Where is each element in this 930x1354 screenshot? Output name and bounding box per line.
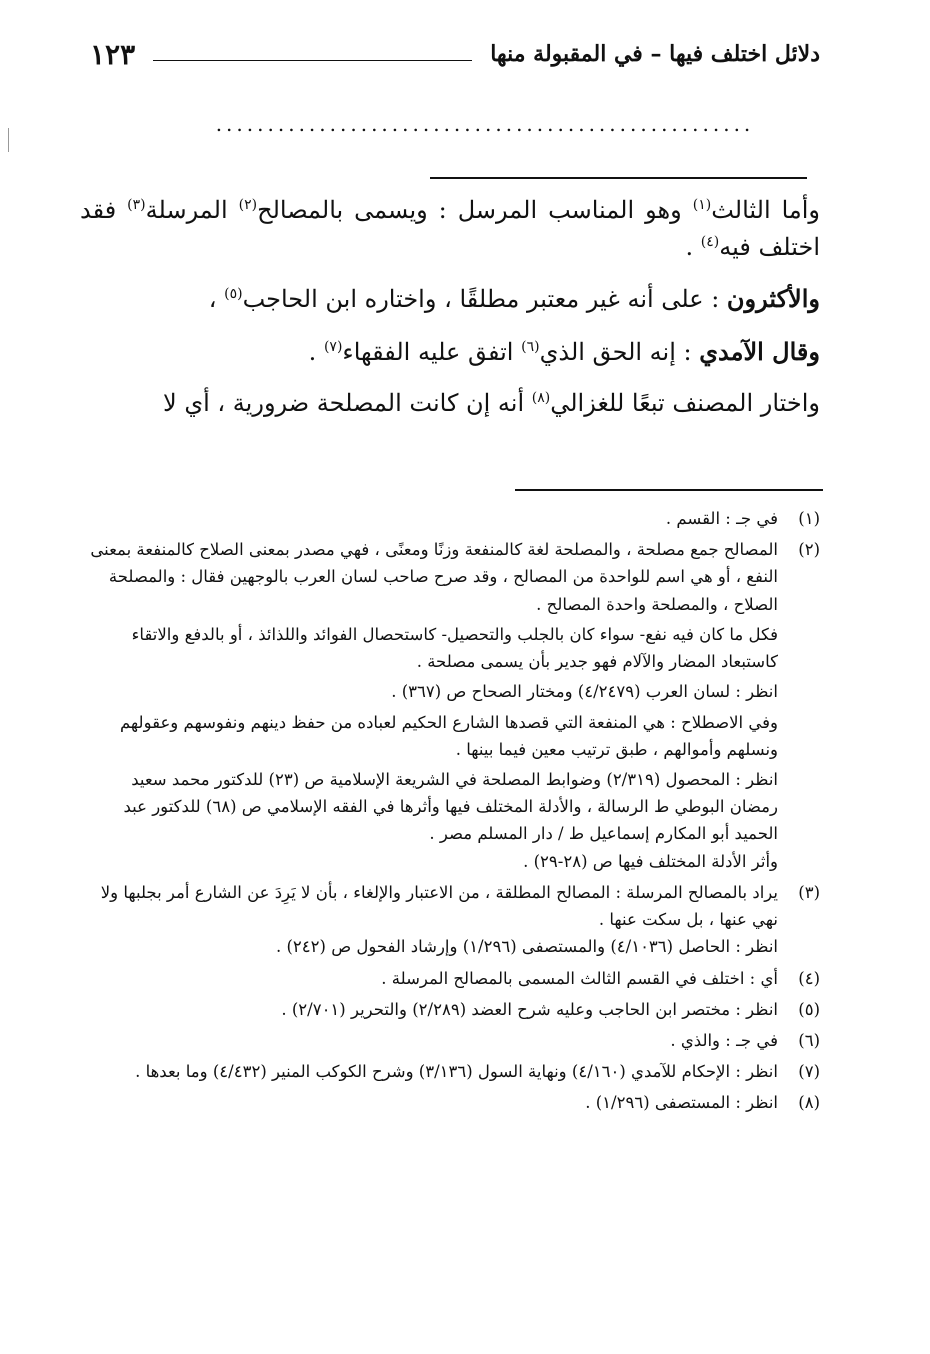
footnote-ref[interactable]: (٤): [700, 234, 720, 251]
header-title: دلائل اختلف فيها – في المقبولة منها: [490, 41, 820, 67]
paragraph-amidi: وقال الآمدي : إنه الحق الذي$^{(٦)}$ اتفق عليه الفقهاء$^{(٧)}$ .: [308, 336, 820, 366]
footnote-ref[interactable]: (٦): [521, 338, 540, 355]
footnote-text: في جـ : القسم .: [665, 509, 778, 528]
footnote-ref[interactable]: (٣): [127, 197, 146, 213]
footnote-text: انظر : الحاصل (٤/١٠٣٦) والمستصفى (١/٢٩٦) وإرشاد الفحول ص (٢٤٢) .: [275, 937, 778, 957]
footnote-ref[interactable]: (١): [692, 197, 712, 213]
footnote-text: المصالح جمع مصلحة ، والمصلحة لغة كالمنفعة وزنًا ومعنًى ، فهي مصدر بمعنى الصلاح كالمنفعة بمعنى النفع ، أو هي اسم للواحدة من المصالح ، وقد صرح صاحب لسان العرب بالوجهين فقال : والمصلحة الصلاح ، والمصلحة واحدة المصالح .: [90, 540, 778, 614]
footnote-number: (٢): [798, 540, 820, 560]
footnote-text: انظر : مختصر ابن الحاجب وعليه شرح العضد (٢/٢٨٩) والتحرير (٢/٧٠١) .: [281, 999, 778, 1019]
footnote-text: انظر : المحصول (٢/٣١٩) وضوابط المصلحة في الشريعة الإسلامية ص (٢٣) للدكتور محمد سعيد رمضان البوطي ط الرسالة ، والأدلة المختلف فيها وأثرها في الفقه الإسلامي ص (٦٨) للدكتور عبد الحميد أبو المكارم إسماعيل ط / دار المسلم مصر .: [123, 769, 778, 844]
paragraph-third-type: وأما الثالث$^{(١)}$ وهو المناسب المرسل : ويسمى بالمصالح$^{(٢)}$ المرسلة$^{(٣)}$ فقد اختلف فيه$^{(٤)}$ .: [80, 196, 821, 262]
footnote-ref[interactable]: (٧): [323, 338, 343, 355]
footnote-number: (٣): [798, 882, 820, 902]
footnote-text: في جـ : والذي .: [670, 1030, 778, 1050]
footnote-number: (١): [798, 509, 820, 528]
omission-dots: ....................................................: [215, 112, 755, 136]
footnotes-section: [80, 505, 820, 1121]
footnote-text: انظر : لسان العرب (٤/٢٤٧٩) ومختار الصحاح ص (٣٦٧) .: [391, 682, 778, 702]
footnote-item: [80, 505, 820, 532]
footnote-item: [80, 1058, 820, 1085]
footnote-number: (٧): [798, 1062, 820, 1082]
bold-lead: والأكثرون: [726, 284, 820, 314]
paragraph-majority: والأكثرون : على أنه غير معتبر مطلقًا ، واختاره ابن الحاجب$^{(٥)}$ ،: [208, 284, 820, 314]
top-separator-rule: [430, 177, 807, 179]
footnote-item: [80, 965, 820, 992]
footnote-text: أي : اختلف في القسم الثالث المسمى بالمصالح المرسلة .: [381, 968, 778, 988]
paragraph-author-choice: واختار المصنف تبعًا للغزالي$^{(٨)}$ أنه إن كانت المصلحة ضرورية ، أي لا: [163, 388, 820, 417]
footnote-ref[interactable]: (٢): [238, 197, 258, 213]
footnote-item: [80, 996, 820, 1023]
footnote-ref[interactable]: (٨): [531, 389, 551, 406]
header-rule: [153, 60, 472, 61]
footnote-text: انظر : الإحكام للآمدي (٤/١٦٠) ونهاية السول (٣/١٣٦) وشرح الكوكب المنير (٤/٤٣٢) وما بعدها .: [135, 1062, 778, 1082]
footnote-item: [80, 1089, 820, 1116]
page-number: ١٢٣: [90, 37, 136, 71]
main-text: [80, 192, 820, 436]
footnote-number: (٥): [798, 999, 820, 1019]
running-header: [90, 34, 820, 74]
footnote-number: (٤): [798, 968, 820, 988]
margin-mark: [8, 128, 15, 152]
footnote-ref[interactable]: (٥): [224, 286, 243, 303]
footnote-number: (٦): [798, 1030, 820, 1050]
footnote-text: وأثر الأدلة المختلف فيها ص (٢٨-٢٩) .: [523, 851, 778, 871]
footnote-item: [80, 879, 820, 961]
bold-lead: وقال الآمدي: [699, 336, 820, 366]
footnote-text: انظر : المستصفى (١/٢٩٦) .: [585, 1093, 778, 1113]
footnote-number: (٨): [798, 1093, 820, 1113]
footnote-separator-rule: [515, 489, 823, 491]
footnote-item: [80, 1027, 820, 1054]
footnote-item: [80, 536, 820, 875]
footnote-text: فكل ما كان فيه نفع- سواء كان بالجلب والتحصيل- كاستحصال الفوائد واللذائذ ، أو بالدفع والاتقاء كاستبعاد المضار والآلام فهو جدير بأن يسمى مصلحة .: [131, 624, 778, 672]
footnote-text: وفي الاصطلاح : هي المنفعة التي قصدها الشارع الحكيم لعباده من حفظ دينهم ونفوسهم وعقولهم ونسلهم وأموالهم ، طبق ترتيب معين فيما بينها .: [119, 712, 778, 759]
footnote-text: يراد بالمصالح المرسلة : المصالح المطلقة ، من الاعتبار والإلغاء ، بأن لا يَرِدَ عن الشارع أمر بجلبها ولا نهي عنها ، بل سكت عنها .: [100, 882, 778, 930]
